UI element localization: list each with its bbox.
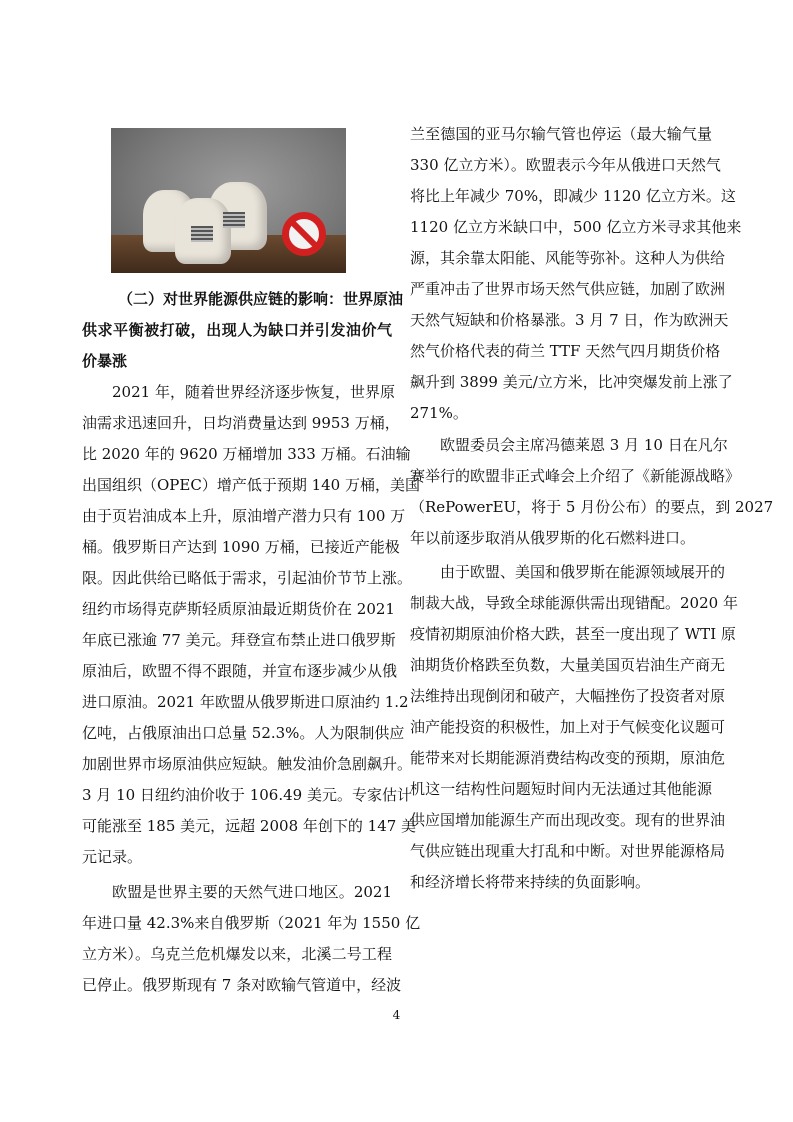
text-line: 2021 年，随着世界经济逐步恢复，世界原	[112, 383, 395, 401]
text-line: （二）对世界能源供应链的影响：世界原油	[118, 290, 404, 308]
text-line: 年以前逐步取消从俄罗斯的化石燃料进口。	[410, 529, 696, 547]
text-line: 1120 亿立方米缺口中，500 亿立方米寻求其他来	[410, 218, 742, 236]
text-line: 严重冲击了世界市场天然气供应链，加剧了欧洲	[410, 280, 726, 298]
text-line: 气供应链出现重大打乱和中断。对世界能源格局	[410, 842, 726, 860]
text-line: 元记录。	[82, 848, 143, 866]
paragraph-gas-continued	[410, 119, 742, 429]
text-line: 能带来对长期能源消费结构改变的预期，原油危	[410, 749, 726, 767]
text-line: 兰至德国的亚马尔输气管也停运（最大输气量	[410, 125, 712, 143]
text-line: 欧盟委员会主席冯德莱恩 3 月 10 日在凡尔	[440, 436, 728, 454]
text-line: （RePowerEU，将于 5 月份公布）的要点，到 2027	[410, 498, 774, 516]
text-line: 然气价格代表的荷兰 TTF 天然气四月期货价格	[410, 342, 721, 360]
text-line: 加剧世界市场原油供应短缺。触发油价急剧飙升。	[82, 755, 413, 773]
text-line: 将比上年减少 70%，即减少 1120 亿立方米。这	[410, 187, 736, 205]
paragraph-sanctions	[410, 557, 738, 898]
text-line: 飙升到 3899 美元/立方米，比冲突爆发前上涨了	[410, 373, 733, 391]
text-line: 比 2020 年的 9620 万桶增加 333 万桶。石油输	[82, 445, 411, 463]
page-number: 4	[392, 1008, 401, 1022]
paragraph-oil	[82, 377, 420, 873]
text-line: 疫情初期原油价格大跌，甚至一度出现了 WTI 原	[410, 625, 736, 643]
text-line: 天然气短缺和价格暴涨。3 月 7 日，作为欧洲天	[410, 311, 729, 329]
coins-icon	[223, 212, 245, 228]
text-line: 进口原油。2021 年欧盟从俄罗斯进口原油约 1.2	[82, 693, 409, 711]
text-line: 限。因此供给已略低于需求，引起油价节节上涨。	[82, 569, 413, 587]
text-line: 油期货价格跌至负数，大量美国页岩油生产商无	[410, 656, 726, 674]
text-line: 原油后，欧盟不得不跟随，并宣布逐步减少从俄	[82, 662, 398, 680]
money-bags-prohibition-photo	[111, 128, 346, 273]
text-line: 源，其余靠太阳能、风能等弥补。这种人为供给	[410, 249, 726, 267]
text-line: 已停止。俄罗斯现有 7 条对欧输气管道中，经波	[82, 976, 402, 994]
text-line: 可能涨至 185 美元，远超 2008 年创下的 147 美	[82, 817, 417, 835]
text-line: 桶。俄罗斯日产达到 1090 万桶，已接近产能极	[82, 538, 400, 556]
prohibition-icon	[282, 212, 326, 256]
text-line: 赛举行的欧盟非正式峰会上介绍了《新能源战略》	[410, 467, 741, 485]
text-line: 供应国增加能源生产而出现改变。现有的世界油	[410, 811, 726, 829]
text-line: 法维持出现倒闭和破产，大幅挫伤了投资者对原	[410, 687, 726, 705]
text-line: 机这一结构性问题短时间内无法通过其他能源	[410, 780, 712, 798]
text-line: 油产能投资的积极性，加上对于气候变化议题可	[410, 718, 726, 736]
text-line: 年进口量 42.3%来自俄罗斯（2021 年为 1550 亿	[82, 914, 421, 932]
section-heading	[82, 284, 404, 377]
text-line: 出国组织（OPEC）增产低于预期 140 万桶，美国	[82, 476, 420, 494]
text-line: 330 亿立方米）。欧盟表示今年从俄进口天然气	[410, 156, 721, 174]
text-line: 和经济增长将带来持续的负面影响。	[410, 873, 651, 891]
paragraph-gas	[82, 877, 421, 1001]
coins-icon	[191, 226, 213, 242]
text-line: 年底已涨逾 77 美元。拜登宣布禁止进口俄罗斯	[82, 631, 396, 649]
text-line: 由于欧盟、美国和俄罗斯在能源领域展开的	[440, 563, 726, 581]
text-line: 油需求迅速回升，日均消费量达到 9953 万桶，	[82, 414, 400, 432]
text-line: 271%。	[410, 404, 468, 422]
text-line: 3 月 10 日纽约油价收于 106.49 美元。专家估计	[82, 786, 412, 804]
text-line: 由于页岩油成本上升，原油增产潜力只有 100 万	[82, 507, 406, 525]
paragraph-repowereu	[410, 430, 774, 554]
text-line: 亿吨，占俄原油出口总量 52.3%。人为限制供应	[82, 724, 405, 742]
text-line: 供求平衡被打破，出现人为缺口并引发油价气	[82, 321, 392, 339]
text-line: 价暴涨	[82, 352, 128, 370]
text-line: 制裁大战，导致全球能源供需出现错配。2020 年	[410, 594, 738, 612]
text-line: 纽约市场得克萨斯轻质原油最近期货价在 2021	[82, 600, 395, 618]
text-line: 立方米）。乌克兰危机爆发以来，北溪二号工程	[82, 945, 392, 963]
text-line: 欧盟是世界主要的天然气进口地区。2021	[112, 883, 392, 901]
